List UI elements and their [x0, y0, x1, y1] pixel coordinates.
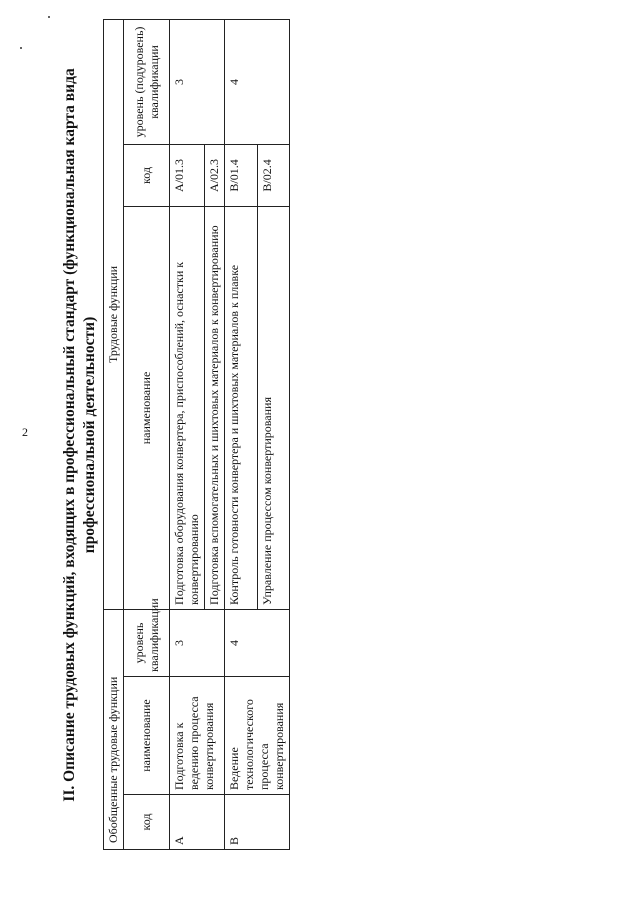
scan-speck — [20, 47, 22, 49]
title-line-1: II. Описание трудовых функций, входящих в профессиональный стандарт (функциональная карта вида — [61, 68, 78, 802]
generalized-name: Подготовка к ведению процесса конвертирования — [170, 677, 225, 795]
function-code: А/02.3 — [205, 144, 225, 206]
rotated-page-content — [45, 20, 605, 850]
header-row-1 — [104, 19, 124, 849]
col-level-header: уровень квалификации — [124, 609, 170, 676]
function-level: 4 — [225, 19, 290, 144]
generalized-functions-header: Обобщенные трудовые функции — [104, 609, 124, 849]
col-sublevel-header: уровень (подуровень) квалификации — [124, 19, 170, 144]
generalized-code: А — [170, 795, 225, 850]
function-name: Подготовка оборудования конвертера, приспособлений, оснастки к конвертированию — [170, 206, 205, 609]
table-row — [170, 19, 205, 849]
section-title — [60, 20, 100, 850]
generalized-code: В — [225, 795, 290, 850]
labor-functions-header: Трудовые функции — [104, 19, 124, 609]
header-row-2 — [124, 19, 170, 849]
generalized-level: 4 — [225, 609, 290, 676]
scan-speck — [48, 16, 50, 18]
function-level: 3 — [170, 19, 225, 144]
function-code: В/02.4 — [257, 144, 290, 206]
function-code: В/01.4 — [225, 144, 258, 206]
generalized-level: 3 — [170, 609, 225, 676]
function-name: Контроль готовности конвертера и шихтовых материалов к плавке — [225, 206, 258, 609]
table-row — [225, 19, 258, 849]
col-code-header: код — [124, 795, 170, 850]
col-function-name-header: наименование — [124, 206, 170, 609]
function-code: А/01.3 — [170, 144, 205, 206]
function-name: Управление процессом конвертирования — [257, 206, 290, 609]
col-function-code-header: код — [124, 144, 170, 206]
generalized-name: Ведение технологического процесса конвертирования — [225, 677, 290, 795]
page-number: 2 — [22, 425, 28, 439]
col-name-header: наименование — [124, 677, 170, 795]
functional-map-table — [103, 19, 290, 850]
title-line-2: профессиональной деятельности) — [81, 316, 98, 554]
function-name: Подготовка вспомогательных и шихтовых материалов к конвертированию — [205, 206, 225, 609]
